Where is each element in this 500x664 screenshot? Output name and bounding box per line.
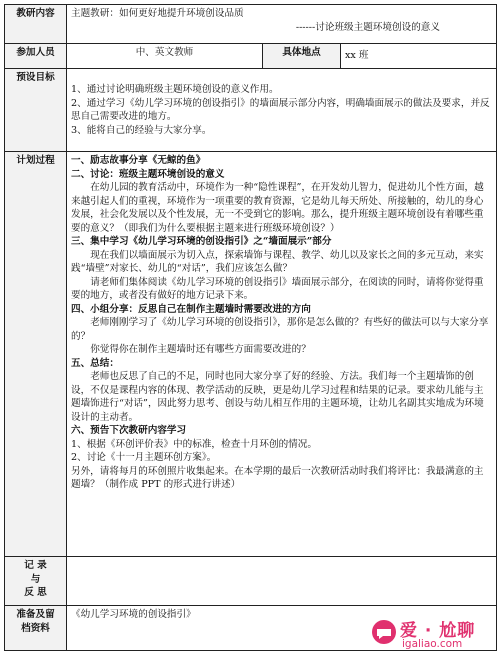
plan-paragraph: 2、讨论《十一月主题环创方案》。 (71, 452, 217, 463)
watermark-text: 爱 · 尬聊 (400, 621, 476, 641)
plan-paragraph: 请老师们集体阅读《幼儿学习环境的创设指引》墙面展示部分，在阅读的同时，请将你觉得重要的地方，或者没有做好的地方记录下来。 (71, 276, 484, 301)
goals-label: 预设目标 (5, 69, 67, 152)
plan-heading: 四、小组分享：反思自己在制作主题墙时需要改进的方向 (71, 303, 311, 315)
topic-label: 教研内容 (5, 5, 67, 44)
row-plan (5, 152, 497, 557)
record-label-part: 反 思 (24, 587, 47, 598)
plan-paragraph: 在幼儿园的教育活动中，环境作为一种“隐性课程”，在开发幼儿智力，促进幼儿个性方面，越来越引起人们的重视，环境作为一项重要的教育资源，它是幼儿每天所处、所接触的，幼儿的身心发展，社会化发展以及个性发展，无一不受到它的影响。那么，提升班级主题环境创设有着哪些重要的意义？（即我们为什么要根据主题来进行班级环境创设？） (71, 182, 484, 234)
record-value (67, 557, 497, 606)
plan-label: 计划过程 (5, 152, 67, 557)
goal-item: 3、能将自己的经验与大家分享。 (71, 124, 212, 136)
goal-item: 1、通过讨论明确班级主题环境创设的意义作用。 (71, 84, 279, 95)
plan-heading: 二、讨论：班级主题环境创设的意义 (71, 168, 225, 180)
row-topic (5, 5, 497, 44)
plan-paragraph: 你觉得你在制作主题墙时还有哪些方面需要改进的？ (90, 344, 311, 355)
plan-paragraph: 现在我们以墙面展示为切入点，探索墙饰与课程、教学、幼儿以及家长之间的多元互动，来实践“墙壁”对家长、幼儿的“对话”，我们应该怎么做？ (71, 249, 484, 274)
row-record (5, 557, 497, 606)
row-participants (5, 44, 497, 69)
materials-label (5, 606, 67, 651)
plan-heading: 三、集中学习《幼儿学习环境的创设指引》之“墙面展示”部分 (71, 236, 332, 247)
materials-label-part: 准备及留 (16, 609, 55, 620)
row-goals (5, 69, 497, 152)
location-value: xx 班 (341, 44, 497, 69)
record-label (5, 557, 67, 606)
plan-paragraph: 1、根据《环创评价表》中的标准，检查十月环创的情况。 (71, 438, 317, 450)
participants-label: 参加人员 (5, 44, 67, 69)
topic-title: 主题教研：如何更好地提升环境创设品质 (71, 8, 244, 19)
plan-paragraph: 老师也反思了自己的不足，同时也同大家分享了好的经验、方法。我们每一个主题墙饰的创设，不仅是课程内容的体现、教学活动的反映，更是幼儿学习过程和结果的记录。要求幼儿能与主题墙饰进行“对话”，因此努力思考、创设与幼儿相互作用的主题环境，让幼儿名副其实地成为环境设计的主动者。 (71, 371, 484, 423)
watermark-url: igaliao.com (402, 638, 463, 650)
topic-cell (67, 5, 497, 44)
materials-label-part: 档资料 (21, 622, 50, 634)
lesson-plan-form (4, 4, 497, 651)
site-watermark (370, 614, 492, 654)
plan-paragraph: 另外，请将每月的环创照片收集起来。在本学期的最后一次教研活动时我们将评比：我最满意的主题墙？（制作成 PPT 的形式进行讲述） (71, 465, 484, 490)
plan-paragraph: 老师刚刚学习了《幼儿学习环境的创设指引》，那你是怎么做的？有些好的做法可以与大家分享的？ (71, 317, 489, 342)
plan-heading: 六、预告下次教研内容学习 (71, 425, 187, 436)
materials-value: 《幼儿学习环境的创设指引》 (67, 606, 497, 651)
participants-value: 中、英文教师 (67, 44, 263, 69)
record-label-part: 记 录 (24, 560, 47, 571)
record-label-part: 与 (30, 573, 41, 585)
plan-heading: 一、励志故事分享《无鲸的鱼》 (71, 155, 206, 166)
location-label: 具体地点 (263, 44, 341, 69)
goals-cell (67, 69, 497, 152)
plan-heading: 五、总结： (71, 357, 119, 369)
chat-bubble-logo-icon (370, 618, 398, 646)
plan-cell (67, 152, 497, 557)
goal-item: 2、通过学习《幼儿学习环境的创设指引》的墙面展示部分内容，明确墙面展示的做法及要求，并反思自己需要改进的地方。 (71, 97, 490, 122)
topic-subtitle: ------讨论班级主题环境创设的意义 (295, 21, 440, 33)
